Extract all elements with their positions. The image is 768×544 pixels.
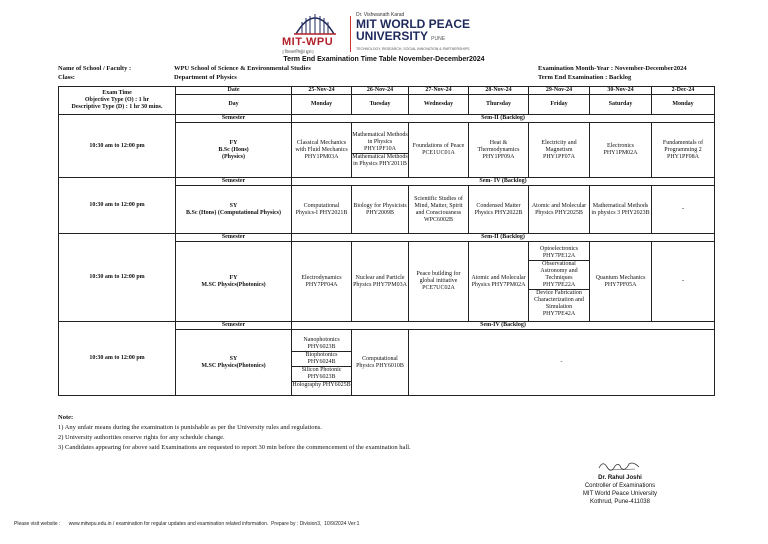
exam-time-objective: Objective Type (O) : 1 hr xyxy=(84,97,150,103)
course-cell: Nanophotonics PHY6023B xyxy=(292,337,351,352)
timetable xyxy=(58,86,715,396)
program-cell xyxy=(176,186,292,234)
course-cell: Observational Astronomy and Techniques PHY7PE22A xyxy=(529,260,589,289)
course-cell: Mathematical Methods in Physics PHY1PF10A xyxy=(352,132,408,152)
exam-type: Term End Examination : Backlog xyxy=(538,74,632,81)
semester-label: Semester xyxy=(176,322,292,330)
course-cell: Electricity and Magnetism PHY1PF07A xyxy=(529,123,590,178)
course-cell: Device Fabrication Characterization and Simulation PHY7PE42A xyxy=(534,289,584,317)
signature-image xyxy=(595,458,645,474)
university-city: PUNE xyxy=(431,36,446,42)
day-cell: Monday xyxy=(292,95,352,115)
time-cell: 10:30 am to 12:00 pm xyxy=(59,234,176,322)
date-cell: 26-Nov-24 xyxy=(352,87,409,95)
logo-tagline: || विश्वशान्तिर्ध्रुवं ध्रुवा || xyxy=(282,49,315,54)
exam-time-descriptive: Descriptive Type (D) : 1 hr 30 mins. xyxy=(71,104,163,110)
exam-time-title: Exam Time xyxy=(102,90,132,96)
course-cell: Mathematical Methods in physics 3 PHY2023B xyxy=(590,186,652,234)
date-cell: 25-Nov-24 xyxy=(292,87,352,95)
course-cell: Foundations of Peace PCE1UC01A xyxy=(409,123,469,178)
page-title: Term End Examination Time Table November-December2024 xyxy=(283,56,485,63)
program-year: FY xyxy=(229,274,238,281)
time-cell: 10:30 am to 12:00 pm xyxy=(59,178,176,234)
course-cell: Electronics PHY1PM02A xyxy=(590,123,652,178)
course-cell: Mathematical Methods in Physics PHY2011B xyxy=(352,154,408,167)
course-cell: Biology for Physicists PHY2009B xyxy=(352,186,409,234)
time-cell: 10:30 am to 12:00 pm xyxy=(59,115,176,178)
founder-name: Dr. Vishwanath Karad xyxy=(356,12,405,18)
date-cell: 2-Dec-24 xyxy=(652,87,715,95)
university-logo xyxy=(282,8,497,54)
time-cell: 10:30 am to 12:00 pm xyxy=(59,322,176,396)
semester-row xyxy=(59,115,715,123)
program-name: B.Sc (Hons) xyxy=(218,146,249,153)
date-cell: 27-Nov-24 xyxy=(409,87,469,95)
notes-heading: Note: xyxy=(58,414,74,421)
university-tagline: TECHNOLOGY, RESEARCH, SOCIAL INNOVATION & PARTNERSHIPS xyxy=(356,47,470,51)
university-name-line1: MIT WORLD PEACE xyxy=(356,17,470,31)
semester-value: Sem-II (Backlog) xyxy=(292,115,715,123)
course-cell: Quantum Mechanics PHY7PF05A xyxy=(590,242,652,322)
signatory-org: MIT World Peace University xyxy=(582,491,658,497)
exam-time-header xyxy=(59,87,176,115)
exam-month-year: Examination Month-Year : November-December2024 xyxy=(538,65,687,72)
course-cell: - xyxy=(652,186,715,234)
course-cell: Classical Mechanics with Fluid Mechanics PHY1PM03A xyxy=(292,123,352,178)
course-cell: - xyxy=(652,242,715,322)
course-cell: Scientific Studies of Mind, Matter, Spirit and Consciousness WPC6002B xyxy=(409,186,469,234)
university-name-line2 xyxy=(356,30,470,45)
semester-label: Semester xyxy=(176,234,292,242)
program-year: FY xyxy=(229,139,238,146)
day-cell: Wednesday xyxy=(409,95,469,115)
university-word: UNIVERSITY xyxy=(356,29,428,43)
course-cell: Holography PHY6025B xyxy=(292,381,351,388)
course-cell-split xyxy=(292,330,352,396)
signature-block xyxy=(560,458,680,506)
university-name-block xyxy=(356,12,470,51)
semester-label: Semester xyxy=(176,178,292,186)
logo-wordmark: MIT-WPU xyxy=(282,36,334,48)
program-cell xyxy=(176,242,292,322)
course-cell: Computational Physics-I PHY2021B xyxy=(292,186,352,234)
program-spec: (Physics) xyxy=(222,153,245,160)
course-cell: Heat & Thermodynamics PHY1PF09A xyxy=(469,123,529,178)
note-item: 1) Any unfair means during the examination is punishable as per the University rules and regulations. xyxy=(58,424,322,431)
course-cell: Atomic and Molecular Physics PHY7PM02A xyxy=(469,242,529,322)
course-cell: Peace building for global initiative PCE7UC02A xyxy=(409,242,469,322)
course-cell-split xyxy=(352,123,409,178)
course-cell: Nuclear and Particle Physics PHY7PM03A xyxy=(352,242,409,322)
dome-emblem-icon xyxy=(292,8,338,36)
program-name: M.SC Physics(Photonics) xyxy=(201,281,266,288)
semester-row xyxy=(59,322,715,330)
date-row xyxy=(59,87,715,95)
course-cell: Condensed Matter Physics PHY2022B xyxy=(469,186,529,234)
course-cell-split xyxy=(529,242,590,322)
note-item: 2) University authorities reserve rights for any schedule change. xyxy=(58,434,225,441)
program-cell xyxy=(176,330,292,396)
footer-text: Please visit website : www.mitwpu.edu.in / examination for regular updates and examination related information. Prepare by : Division3, 10/9/2024 Ver:1 xyxy=(14,521,360,527)
semester-value: Sem- IV (Backlog) xyxy=(292,178,715,186)
course-cell: Biophotonics PHY6024B xyxy=(292,351,351,366)
day-cell: Friday xyxy=(529,95,590,115)
semester-row xyxy=(59,178,715,186)
program-name: M.SC Physics(Photonics) xyxy=(201,362,266,369)
course-cell-empty: - xyxy=(409,330,715,396)
day-label: Day xyxy=(176,95,292,115)
course-cell: Atomic and Molecular Physics PHY2025B xyxy=(529,186,590,234)
course-cell: Silicon Photonic PHY6023B xyxy=(292,366,351,381)
program-name: B.Sc (Hons) (Computational Physics) xyxy=(185,209,281,216)
school-label: Name of School / Faculty : xyxy=(58,65,132,72)
class-label: Class: xyxy=(58,74,75,81)
day-cell: Saturday xyxy=(590,95,652,115)
notes-section xyxy=(58,413,411,453)
semester-value: Sem-II (Backlog) xyxy=(292,234,715,242)
semester-label: Semester xyxy=(176,115,292,123)
date-cell: 30-Nov-24 xyxy=(590,87,652,95)
class-value: Department of Physics xyxy=(174,74,237,81)
note-item: 3) Candidates appearing for above said Examinations are requested to report 30 min before the commencement of the examination hall. xyxy=(58,444,411,451)
signatory-address: Kothrud, Pune-411038 xyxy=(590,499,650,505)
program-year: SY xyxy=(229,202,238,209)
semester-value: Sem-IV (Backlog) xyxy=(292,322,715,330)
day-cell: Thursday xyxy=(469,95,529,115)
day-cell: Monday xyxy=(652,95,715,115)
date-label: Date xyxy=(176,87,292,95)
logo-divider xyxy=(350,16,351,52)
course-cell: Fundamentals of Programming 2 PHY1PF08A xyxy=(652,123,715,178)
signatory-name: Dr. Rahul Joshi xyxy=(598,475,642,481)
program-year: SY xyxy=(229,355,238,362)
program-cell xyxy=(176,123,292,178)
semester-row xyxy=(59,234,715,242)
school-value: WPU School of Science & Environmental Studies xyxy=(174,65,311,72)
date-cell: 29-Nov-24 xyxy=(529,87,590,95)
date-cell: 28-Nov-24 xyxy=(469,87,529,95)
course-cell: Electrodynamics PHY7PF04A xyxy=(292,242,352,322)
course-cell: Computational Physics PHY6010B xyxy=(352,330,409,396)
signatory-role: Controller of Examinations xyxy=(584,483,656,489)
day-cell: Tuesday xyxy=(352,95,409,115)
course-cell: Optoelectronics PHY7PE12A xyxy=(529,246,589,261)
